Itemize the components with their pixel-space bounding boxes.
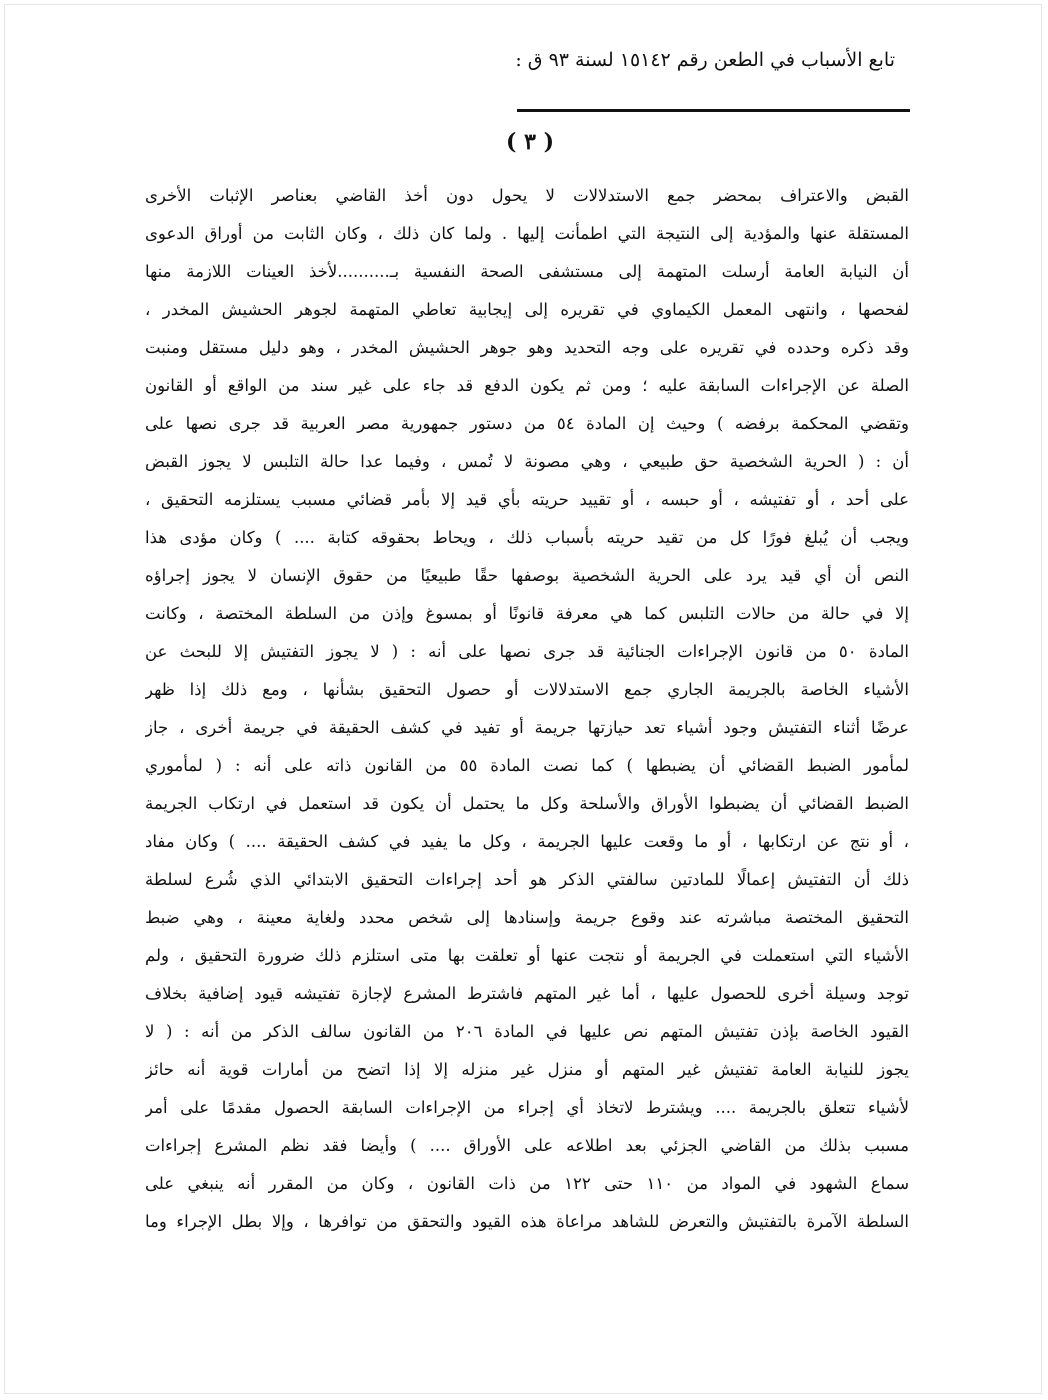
text-line: المادة ٥٠ من قانون الإجراءات الجنائية قد جرى نصها على أنه : ( لا يجوز التفتيش إلا للبحث عن	[145, 642, 909, 661]
body-text	[145, 177, 909, 1241]
text-line: السلطة الآمرة بالتفتيش والتعرض للشاهد مراعاة هذه القيود والتحقق من توافرها ، وإلا بطل الإجراء وما	[145, 1212, 909, 1231]
running-header: تابع الأسباب في الطعن رقم ١٥١٤٢ لسنة ٩٣ ق :	[515, 49, 895, 71]
text-line: وقد ذكره وحدده في تقريره على وجه التحديد وهو جوهر الحشيش المخدر ، وهو دليل مستقل ومنبت	[145, 338, 909, 357]
text-line: التحقيق المختصة مباشرته عند وقوع جريمة وإسنادها إلى شخص محدد ولغاية معينة ، وهي ضبط	[145, 908, 909, 927]
text-line: النص أن أي قيد يرد على الحرية الشخصية بوصفها حقًا طبيعيًا من حقوق الإنسان لا يجوز إجراؤه	[145, 566, 909, 585]
text-line: المستقلة عنها والمؤدية إلى النتيجة التي اطمأنت إليها . ولما كان ذلك ، وكان الثابت من أوراق الدعوى	[145, 224, 909, 243]
text-line: الضبط القضائي أن يضبطوا الأوراق والأسلحة وكل ما يحتمل أن يكون قد استعمل في ارتكاب الجريمة	[145, 794, 909, 813]
text-line: يجوز للنيابة العامة تفتيش غير المتهم أو منزل غير منزله إلا إذا اتضح من أمارات قوية أنه حائز	[145, 1060, 909, 1079]
document-page	[4, 4, 1042, 1394]
text-line: الأشياء التي استعملت في الجريمة أو نتجت عنها أو تعلقت بها متى استلزم ذلك ضرورة التحقيق ، ولم	[145, 946, 909, 965]
text-line: عرضًا أثناء التفتيش وجود أشياء تعد حيازتها جريمة أو تفيد في كشف الحقيقة في جريمة أخرى ، جاز	[145, 718, 909, 737]
text-line: الصلة عن الإجراءات السابقة عليه ؛ ومن ثم يكون الدفع قد جاء على غير سند من الواقع أو القانون	[145, 376, 909, 395]
text-line: ويجب أن يُبلغ فورًا كل من تقيد حريته بأسباب ذلك ، ويحاط بحقوقه كتابة .... ) وكان مؤدى هذا	[145, 528, 909, 547]
text-line: لفحصها ، وانتهى المعمل الكيماوي في تقريره إلى إيجابية تعاطي المتهمة لجوهر الحشيش المخدر ،	[145, 300, 909, 319]
text-line: القيود الخاصة بإذن تفتيش المتهم نص عليها في المادة ٢٠٦ من القانون سالف الذكر من أنه : ( لا	[145, 1022, 909, 1041]
header-rule	[517, 109, 910, 112]
text-line: أن النيابة العامة أرسلت المتهمة إلى مستشفى الصحة النفسية بـ..........لأخذ العينات اللازمة منها	[145, 262, 909, 281]
page-number: ( ٣ )	[506, 129, 554, 155]
text-line: إلا في حالة من حالات التلبس كما هي معرفة قانونًا أو بمسوغ وإذن من السلطة المختصة ، وكانت	[145, 604, 909, 623]
text-line: لأشياء تتعلق بالجريمة .... ويشترط لاتخاذ أي إجراء من الإجراءات السابقة الحصول مقدمًا على أمر	[145, 1098, 909, 1117]
text-line: ، أو نتج عن ارتكابها ، أو ما وقعت عليها الجريمة ، وكل ما يفيد في كشف الحقيقة .... ) وكان مفاد	[145, 832, 909, 851]
text-line: وتقضي المحكمة برفضه ) وحيث إن المادة ٥٤ من دستور جمهورية مصر العربية قد جرى نصها على	[145, 414, 909, 433]
text-line: الأشياء الخاصة بالجريمة الجاري جمع الاستدلالات أو حصول التحقيق بشأنها ، ومع ذلك إذا ظهر	[145, 680, 909, 699]
text-line: ذلك أن التفتيش إعمالًا للمادتين سالفتي الذكر هو أحد إجراءات التحقيق الابتدائي الذي شُرع لسلطة	[145, 870, 909, 889]
text-line: لمأمور الضبط القضائي أن يضبطها ) كما نصت المادة ٥٥ من القانون ذاته على أنه : ( لمأموري	[145, 756, 909, 775]
text-line: القبض والاعتراف بمحضر جمع الاستدلالات لا يحول دون أخذ القاضي بعناصر الإثبات الأخرى	[145, 186, 909, 205]
text-line: سماع الشهود في المواد من ١١٠ حتى ١٢٢ من ذات القانون ، وكان من المقرر أنه ينبغي على	[145, 1174, 909, 1193]
text-line: أن : ( الحرية الشخصية حق طبيعي ، وهي مصونة لا تُمس ، وفيما عدا حالة التلبس لا يجوز القبض	[145, 452, 909, 471]
text-line: مسبب بذلك من القاضي الجزئي بعد اطلاعه على الأوراق .... ) وأيضا فقد نظم المشرع إجراءات	[145, 1136, 909, 1155]
text-line: على أحد ، أو تفتيشه ، أو حبسه ، أو تقييد حريته بأي قيد إلا بأمر قضائي مسبب يستلزمه التحقيق ،	[145, 490, 909, 509]
text-line: توجد وسيلة أخرى للحصول عليها ، أما غير المتهم فاشترط المشرع لإجازة تفتيشه قيود إضافية بخلاف	[145, 984, 909, 1003]
